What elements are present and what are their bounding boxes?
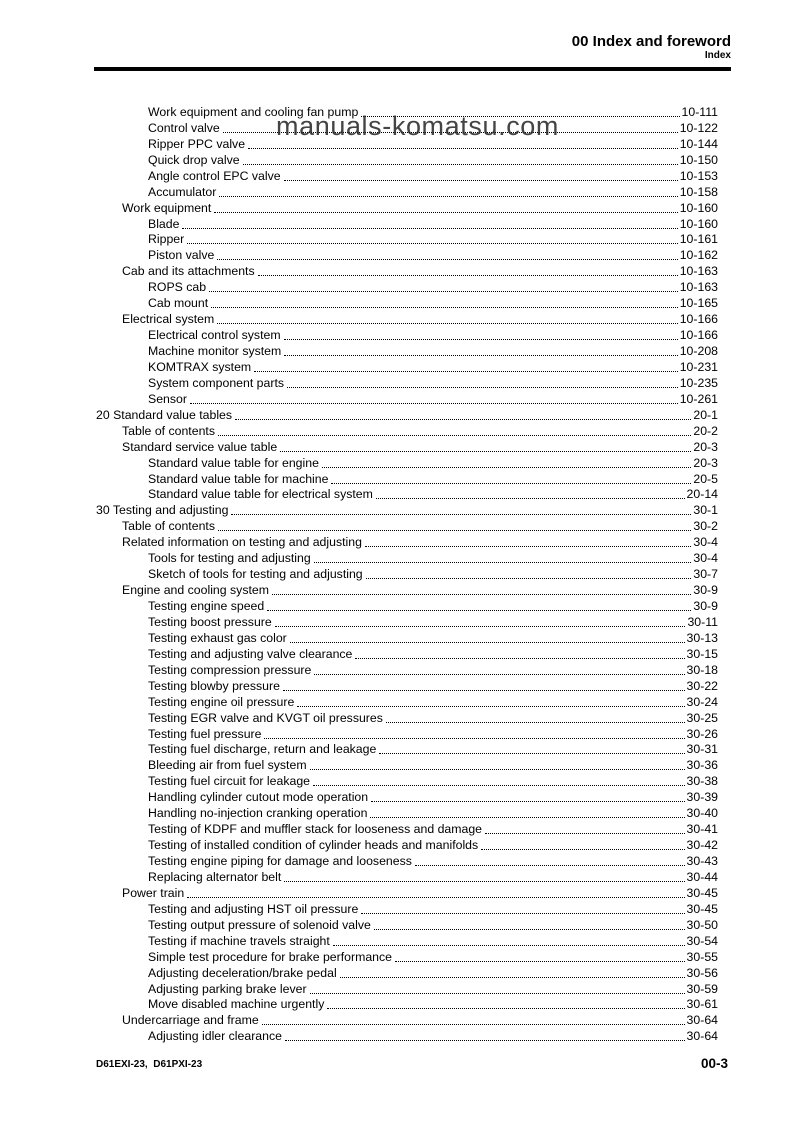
toc-leader-dots [217,323,677,324]
toc-leader-dots [211,307,678,308]
toc-entry-page: 10-158 [679,184,718,199]
toc-entry-page: 30-24 [686,694,718,709]
toc-entry-label: Control valve [148,120,220,135]
toc-entry [96,391,718,407]
toc-leader-dots [219,196,677,197]
toc-entry-label: Electrical system [122,312,215,327]
toc-leader-dots [386,722,685,723]
toc-entry [96,455,718,471]
toc-entry-label: Testing compression pressure [148,662,312,677]
toc-entry [96,997,718,1013]
toc-entry [96,311,718,327]
toc-leader-dots [327,1008,684,1009]
toc-entry [96,279,718,295]
toc-entry [96,821,718,837]
toc-entry [96,200,718,216]
toc-entry-page: 30-38 [686,774,718,789]
header-rule [94,67,731,71]
toc-entry [96,232,718,248]
toc-leader-dots [310,769,685,770]
section-subtitle: Index [704,50,731,61]
toc-entry-label: Handling cylinder cutout mode operation [148,790,369,805]
toc-entry-page: 30-4 [693,551,718,566]
toc-entry-page: 30-9 [693,583,718,598]
toc-entry-label: Testing engine speed [148,599,265,613]
toc-entry [96,662,718,678]
toc-entry [96,566,718,582]
toc-entry-page: 10-163 [679,264,718,279]
toc-entry-label: Standard value table for machine [148,471,329,486]
toc-entry-page: 30-61 [686,997,718,1012]
toc-entry-label: 30 Testing and adjusting [96,503,229,518]
toc-leader-dots [379,753,684,754]
toc-entry-label: Testing fuel pressure [148,726,262,741]
toc-leader-dots [355,658,684,659]
toc-entry-label: Tools for testing and adjusting [148,551,311,566]
toc-entry-label: Standard value table for engine [148,455,319,470]
toc-entry [96,773,718,789]
toc-entry-page: 10-231 [679,359,718,374]
toc-entry-label: Ripper [148,232,185,247]
toc-entry-label: Testing engine oil pressure [148,694,295,709]
toc-entry [96,917,718,933]
toc-entry-label: System component parts [148,375,285,390]
chapter-title: 00 Index and foreword [571,33,731,50]
toc-entry-page: 20-3 [693,455,718,470]
toc-entry [96,550,718,566]
toc-leader-dots [218,530,691,531]
toc-entry-page: 10-144 [679,136,718,151]
toc-leader-dots [284,355,677,356]
footer-model-codes: D61EXI-23, D61PXI-23 [96,1059,203,1070]
toc-entry-page: 20-3 [693,439,718,454]
toc-leader-dots [284,180,678,181]
toc-leader-dots [333,945,685,946]
toc-entry-page: 30-7 [693,567,718,582]
toc-entry [96,726,718,742]
toc-entry [96,805,718,821]
toc-entry-page: 30-18 [686,662,718,677]
toc-leader-dots [284,339,678,340]
toc-entry-page: 30-56 [686,965,718,980]
toc-entry [96,949,718,965]
toc-entry-page: 10-166 [679,328,718,343]
toc-entry-label: Testing and adjusting HST oil pressure [148,901,359,916]
toc-entry [96,471,718,487]
toc-entry-page: 10-166 [679,312,718,327]
toc-leader-dots [340,977,685,978]
toc-entry-label: Standard service value table [122,439,278,454]
toc-entry-label: Replacing alternator belt [148,869,282,884]
toc-entry [96,869,718,885]
toc-entry-page: 30-13 [686,630,718,645]
toc-entry-page: 20-14 [686,487,718,502]
toc-entry-label: Testing of KDPF and muffler stack for looseness and damage [148,822,483,837]
toc-leader-dots [376,498,685,499]
toc-leader-dots [235,419,691,420]
toc-entry-label: Testing of installed condition of cylinder heads and manifolds [148,838,479,853]
toc-entry-label: Table of contents [122,423,215,438]
toc-entry [96,710,718,726]
toc-entry-page: 20-1 [693,407,718,422]
toc-entry [96,853,718,869]
toc-entry-page: 30-4 [693,535,718,550]
toc-entry-label: Piston valve [148,248,215,263]
toc-entry-label: Engine and cooling system [122,583,269,598]
toc-entry-label: Undercarriage and frame [122,1013,259,1028]
toc-entry-page: 10-235 [679,375,718,390]
toc-leader-dots [313,785,685,786]
toc-entry-label: Testing boost pressure [148,614,272,629]
toc-entry-page: 10-111 [681,104,718,119]
toc-leader-dots [258,275,678,276]
toc-entry [96,518,718,534]
toc-entry-label: Electrical control system [148,328,281,343]
toc-entry-page: 10-165 [679,296,718,311]
toc-entry-page: 30-64 [686,1013,718,1028]
toc-leader-dots [190,403,678,404]
toc-leader-dots [248,148,678,149]
toc-entry-label: Testing fuel circuit for leakage [148,774,310,789]
toc-entry [96,359,718,375]
toc-entry-label: Angle control EPC valve [148,168,281,183]
toc-entry-page: 30-42 [686,838,718,853]
toc-entry [96,247,718,263]
toc-entry-page: 10-162 [679,248,718,263]
toc-entry [96,423,718,439]
toc-list [96,104,718,1044]
toc-entry-label: Power train [122,885,185,900]
toc-entry [96,216,718,232]
watermark-text: manuals-komatsu.com [276,111,559,141]
toc-entry-page: 30-36 [686,758,718,773]
toc-entry-page: 30-15 [686,646,718,661]
toc-entry-label: Testing and adjusting valve clearance [148,646,353,661]
toc-leader-dots [314,674,684,675]
toc-entry-label: Work equipment and cooling fan pump [148,104,359,119]
toc-leader-dots [187,243,677,244]
toc-entry [96,263,718,279]
toc-entry [96,742,718,758]
toc-leader-dots [283,690,685,691]
toc-entry [96,837,718,853]
toc-entry-label: Testing output pressure of solenoid valve [148,917,371,932]
toc-entry-label: Testing EGR valve and KVGT oil pressures [148,710,383,725]
toc-entry-page: 10-160 [679,200,718,215]
toc-leader-dots [314,562,692,563]
toc-entry-page: 30-31 [686,742,718,757]
toc-entry-page: 30-2 [693,519,718,534]
toc-leader-dots [371,801,684,802]
toc-entry-label: Simple test procedure for brake performance [148,949,393,964]
toc-leader-dots [310,993,685,994]
toc-leader-dots [182,228,677,229]
toc-leader-dots [254,371,678,372]
toc-entry-page: 30-50 [686,917,718,932]
toc-entry [96,295,718,311]
toc-entry-page: 30-9 [693,599,718,613]
toc-entry [96,439,718,455]
toc-entry [96,789,718,805]
toc-leader-dots [209,291,678,292]
toc-entry [96,534,718,550]
toc-entry-label: Sensor [148,391,187,406]
toc-entry-page: 10-161 [679,232,718,247]
toc-leader-dots [395,961,685,962]
toc-entry [96,694,718,710]
toc-entry [96,757,718,773]
toc-entry-page: 30-54 [686,933,718,948]
toc-leader-dots [214,212,677,213]
toc-entry-page: 10-122 [679,120,718,135]
toc-entry-label: Machine monitor system [148,344,282,358]
toc-entry-label: Testing if machine travels straight [148,933,330,948]
toc-entry [96,582,718,598]
toc-entry [96,885,718,901]
toc-entry [96,901,718,917]
toc-entry [96,614,718,630]
toc-entry-page: 10-153 [679,168,718,183]
toc-leader-dots [243,164,678,165]
toc-leader-dots [297,706,684,707]
toc-entry-page: 30-41 [686,822,718,837]
toc-entry-page: 30-11 [687,614,718,629]
toc-entry-label: Bleeding air from fuel system [148,758,307,773]
toc-leader-dots [262,1024,685,1025]
toc-entry-label: Adjusting idler clearance [148,1029,282,1044]
toc-entry-label: Table of contents [122,519,215,534]
toc-entry-label: Accumulator [148,184,217,199]
toc-entry-page: 30-26 [686,726,718,741]
toc-entry [96,152,718,168]
toc-entry [96,375,718,391]
toc-entry-label: Cab and its attachments [122,264,255,279]
page-header [572,33,731,62]
toc-leader-dots [217,259,677,260]
toc-entry [96,1012,718,1028]
toc-leader-dots [275,626,686,627]
toc-entry-label: Testing exhaust gas color [148,630,287,645]
toc-entry-label: Handling no-injection cranking operation [148,806,368,821]
toc-entry-page: 30-45 [686,901,718,916]
toc-entry-label: KOMTRAX system [148,359,252,374]
toc-entry-page: 10-160 [679,216,718,231]
toc-entry-label: Standard value table for electrical system [148,487,373,502]
toc-entry-page: 10-261 [679,391,718,406]
toc-entry [96,630,718,646]
toc-leader-dots [264,738,684,739]
toc-leader-dots [481,849,684,850]
toc-entry [96,407,718,423]
toc-entry-label: Work equipment [122,200,212,215]
toc-entry-page: 10-163 [679,280,718,295]
toc-entry-label: Cab mount [148,296,209,311]
toc-entry-page: 30-45 [686,885,718,900]
toc-leader-dots [287,387,678,388]
toc-leader-dots [374,929,685,930]
toc-entry-page: 30-39 [686,790,718,805]
toc-entry [96,502,718,518]
toc-entry-page: 20-5 [693,471,718,486]
toc-entry-page: 30-1 [693,503,718,518]
toc-entry-label: Related information on testing and adjusting [122,535,362,550]
toc-leader-dots [361,913,684,914]
toc-entry-page: 10-208 [679,344,718,358]
toc-leader-dots [415,865,685,866]
toc-entry-page: 30-22 [686,678,718,693]
toc-leader-dots [366,578,692,579]
toc-entry-label: Testing engine piping for damage and looseness [148,854,412,868]
toc-entry [96,933,718,949]
toc-entry-label: Ripper PPC valve [148,136,246,151]
toc-entry [96,965,718,981]
toc-leader-dots [285,1040,685,1041]
toc-leader-dots [322,467,691,468]
footer-page-number: 00-3 [700,1056,728,1071]
toc-entry-page: 30-43 [686,854,718,868]
toc-entry-page: 30-25 [686,710,718,725]
toc-leader-dots [290,642,685,643]
toc-entry-label: Adjusting deceleration/brake pedal [148,965,337,980]
toc-entry-label: Adjusting parking brake lever [148,981,307,996]
toc-entry-page: 30-55 [686,949,718,964]
toc-entry [96,168,718,184]
toc-leader-dots [284,881,684,882]
toc-entry-label: Sketch of tools for testing and adjusting [148,567,363,582]
toc-entry-label: Testing blowby pressure [148,678,280,693]
toc-entry [96,646,718,662]
toc-entry [96,487,718,503]
toc-leader-dots [280,451,691,452]
toc-entry-page: 10-150 [679,152,718,167]
toc-entry-label: Blade [148,216,180,231]
toc-leader-dots [485,833,685,834]
toc-entry [96,184,718,200]
toc-entry-page: 20-2 [693,423,718,438]
toc-leader-dots [267,610,691,611]
toc-entry-label: 20 Standard value tables [96,407,233,422]
toc-entry [96,1028,718,1044]
toc-entry [96,981,718,997]
toc-entry [96,327,718,343]
toc-entry-label: Move disabled machine urgently [148,997,325,1012]
toc-entry-page: 30-40 [686,806,718,821]
toc-leader-dots [365,546,691,547]
toc-entry-page: 30-64 [686,1029,718,1044]
toc-leader-dots [370,817,684,818]
toc-entry-label: Quick drop valve [148,152,240,167]
toc-entry-label: ROPS cab [148,280,207,295]
toc-entry [96,678,718,694]
toc-leader-dots [331,483,691,484]
toc-entry-page: 30-44 [686,869,718,884]
toc-entry-page: 30-59 [686,981,718,996]
toc-leader-dots [231,514,691,515]
toc-leader-dots [187,897,684,898]
toc-entry-label: Testing fuel discharge, return and leakage [148,742,377,757]
toc-leader-dots [218,435,691,436]
toc-leader-dots [272,594,691,595]
toc-entry [96,343,718,359]
toc-entry [96,598,718,614]
